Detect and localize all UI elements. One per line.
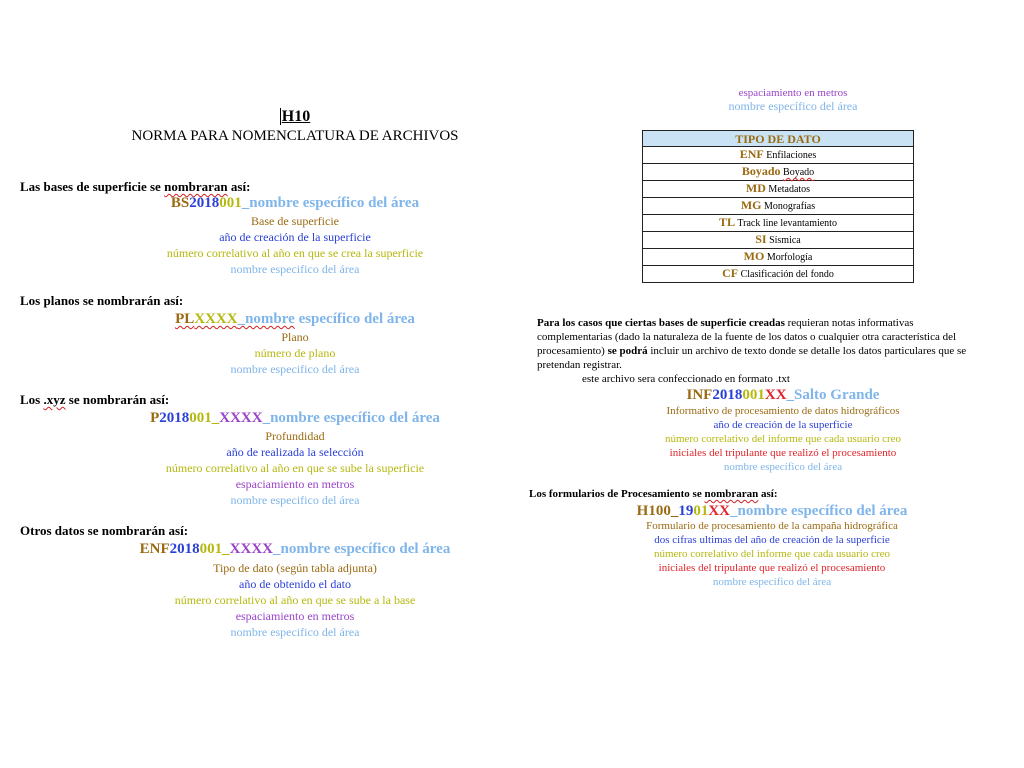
bases-line-2: año de creación de la superficie — [219, 230, 371, 244]
type-code: MG — [740, 198, 762, 212]
informativo-line-4: iniciales del tripulante que realizó el procesamiento — [669, 447, 897, 459]
xyz-line-1: Profundidad — [265, 429, 325, 443]
otros-line-2: año de obtenido el dato — [239, 577, 351, 591]
tipo-dato-table — [642, 130, 914, 283]
planos-line-3: nombre especifico del área — [230, 362, 360, 376]
informativo-format-note: este archivo sera confeccionado en formato .txt — [582, 373, 790, 385]
informativo-paragraph-line-2: complementarias (dado la naturaleza de la fuente de los datos o cualquier otra característica del — [537, 331, 957, 343]
type-desc: Morfología — [766, 252, 813, 263]
type-desc: Enfilaciones — [766, 150, 817, 161]
type-code: MD — [745, 181, 766, 195]
otros-line-3: número correlativo al año en que se sube a la base — [174, 593, 416, 607]
xyz-code: P2018001_XXXX_nombre específico del área — [150, 410, 440, 426]
table-row — [643, 198, 914, 215]
bases-header: Las bases de superficie se nombraran así: — [20, 179, 251, 194]
informativo-paragraph-line-1: Para los casos que ciertas bases de superficie creadas requieran notas informativas — [537, 317, 914, 329]
otros-line-1: Tipo de dato (según tabla adjunta) — [213, 561, 377, 575]
otros-line-4: espaciamiento en metros — [235, 609, 355, 623]
type-desc: Boyado — [783, 167, 815, 178]
type-desc: Monografías — [764, 201, 816, 212]
informativo-line-3: número correlativo del informe que cada usuario creo — [664, 433, 902, 445]
top-cut-text: espaciamiento en metros — [738, 87, 848, 99]
informativo-line-1: Informativo de procesamiento de datos hidrográficos — [666, 405, 900, 417]
xyz-line-5: nombre especifico del área — [230, 493, 360, 507]
planos-line-1: Plano — [281, 330, 309, 344]
formularios-line-1: Formulario de procesamiento de la campaña hidrográfica — [646, 520, 898, 532]
informativo-line-2: año de creación de la superficie — [713, 419, 853, 431]
table-row — [643, 266, 914, 283]
type-code: ENF — [739, 147, 764, 161]
type-code: TL — [719, 215, 736, 229]
xyz-line-3: número correlativo al año en que se sube la superficie — [165, 461, 425, 475]
informativo-code: INF2018001XX_Salto Grande — [686, 387, 880, 403]
table-header-row — [643, 131, 914, 147]
otros-header: Otros datos se nombrarán así: — [20, 523, 189, 538]
planos-code: PLXXXX_nombre específico del área — [175, 311, 415, 327]
type-desc: Clasificación del fondo — [740, 269, 834, 280]
planos-line-2: número de plano — [254, 346, 336, 360]
type-code: Boyado — [741, 164, 781, 178]
type-code: CF — [722, 266, 739, 280]
formularios-line-4: iniciales del tripulante que realizó el procesamiento — [658, 562, 886, 574]
formularios-line-3: número correlativo del informe que cada usuario creo — [653, 548, 891, 560]
document-code: H10 — [281, 108, 311, 125]
table-row — [643, 232, 914, 249]
bases-line-4: nombre especifico del área — [230, 262, 360, 276]
table-row — [643, 249, 914, 266]
type-code: SI — [755, 232, 767, 246]
planos-header: Los planos se nombrarán así: — [20, 293, 184, 308]
xyz-line-2: año de realizada la selección — [226, 445, 364, 459]
informativo-paragraph-line-4: pretendan registrar. — [537, 359, 622, 371]
informativo-paragraph-line-3: procesamiento) se podrá incluir un archivo de texto donde se detalle los datos particulares que se — [537, 345, 967, 357]
informativo-line-5: nombre específico del área — [723, 461, 843, 473]
table-row — [643, 215, 914, 232]
type-desc: Metadatos — [768, 184, 811, 195]
otros-code: ENF2018001_XXXX_nombre específico del área — [139, 541, 451, 557]
xyz-header: Los .xyz se nombrarán así: — [20, 392, 170, 407]
table-row — [643, 147, 914, 164]
type-desc: Sísmica — [769, 235, 801, 246]
bases-line-1: Base de superficie — [251, 214, 339, 228]
top-right-line: nombre específico del área — [728, 99, 858, 113]
document-title: NORMA PARA NOMENCLATURA DE ARCHIVOS — [131, 128, 459, 144]
formularios-code: H100_1901XX_nombre específico del área — [636, 503, 908, 519]
table-header-cell: TIPO DE DATO — [643, 131, 914, 147]
bases-code: BS2018001_nombre específico del área — [170, 195, 420, 211]
table-row — [643, 164, 914, 181]
otros-line-5: nombre especifico del área — [230, 625, 360, 639]
table-row — [643, 181, 914, 198]
bases-line-3: número correlativo al año en que se crea la superficie — [166, 246, 424, 260]
formularios-line-2: dos cifras ultimas del año de creación de la superficie — [654, 534, 890, 546]
type-desc: Track line levantamiento — [737, 218, 837, 229]
type-code: MO — [743, 249, 765, 263]
formularios-header: Los formularios de Procesamiento se nombraran así: — [529, 488, 778, 500]
xyz-line-4: espaciamiento en metros — [235, 477, 355, 491]
formularios-line-5: nombre específico del área — [712, 576, 832, 588]
